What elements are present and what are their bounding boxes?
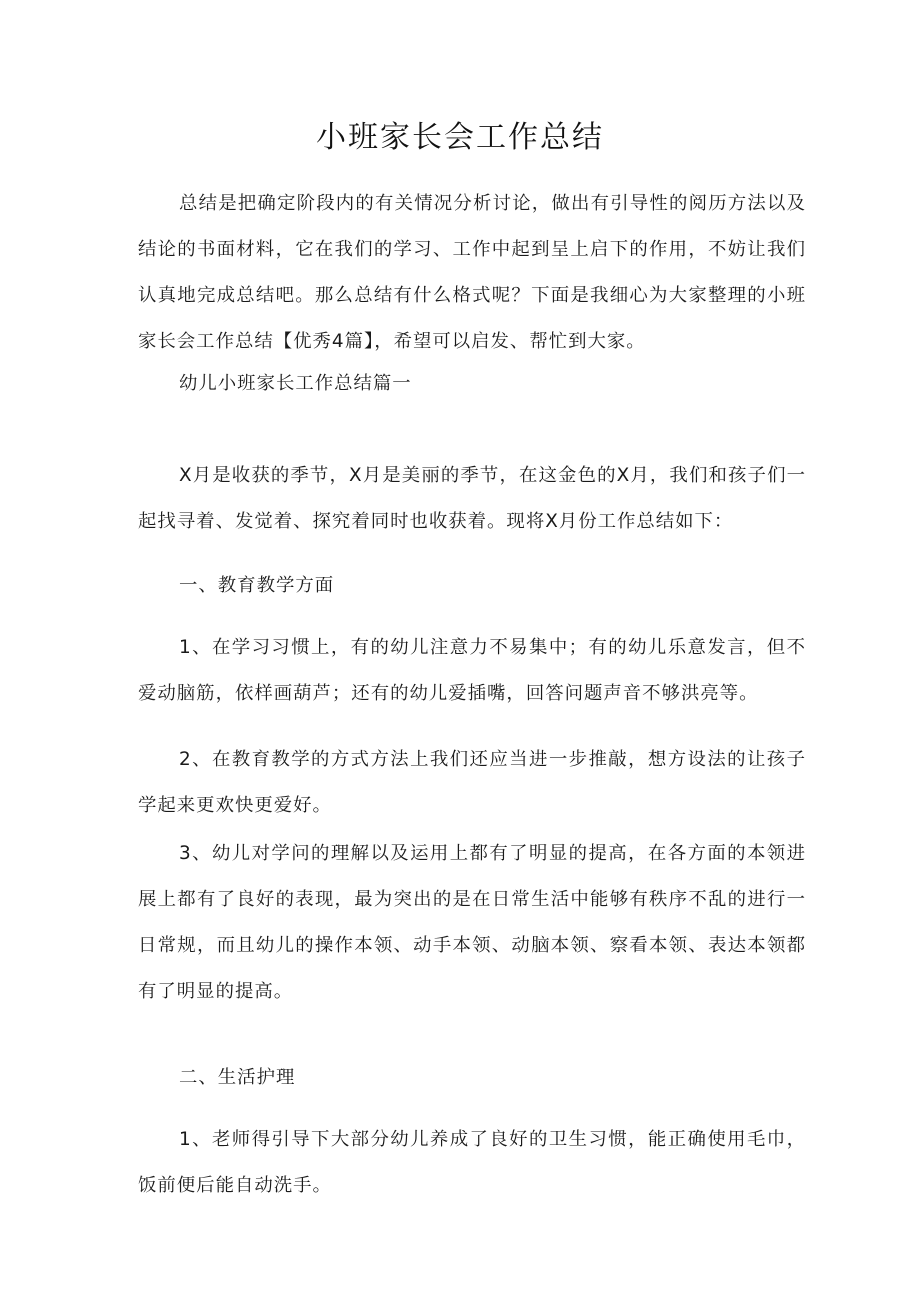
part2-item1: 1、老师得引导下大部分幼儿养成了良好的卫生习惯，能正确使用毛巾，饭前便后能自动洗手。 xyxy=(138,1129,806,1196)
intro-paragraph: 总结是把确定阶段内的有关情况分析讨论，做出有引导性的阅历方法以及结论的书面材料，它在我们的学习、工作中起到呈上启下的作用，不妨让我们认真地完成总结吧。那么总结有什么格式呢？下面是我细心为大家整理的小班家长会工作总结【优秀4篇】，希望可以启发、帮忙到大家。 xyxy=(138,193,806,352)
section-title: 幼儿小班家长工作总结篇一 xyxy=(179,373,412,394)
part1-item1: 1、在学习习惯上，有的幼儿注意力不易集中；有的幼儿乐意发言，但不爱动脑筋，依样画葫芦；还有的幼儿爱插嘴，回答问题声音不够洪亮等。 xyxy=(138,637,806,704)
part1-heading: 一、教育教学方面 xyxy=(179,575,335,596)
part1-item2: 2、在教育教学的方式方法上我们还应当进一步推敲，想方设法的让孩子学起来更欢快更爱好。 xyxy=(138,749,806,816)
document-title: 小班家长会工作总结 xyxy=(316,120,604,155)
opening-paragraph: X月是收获的季节，X月是美丽的季节，在这金色的X月，我们和孩子们一起找寻着、发觉着、探究着同时也收获着。现将X月份工作总结如下： xyxy=(138,465,806,532)
part2-heading: 二、生活护理 xyxy=(179,1067,296,1088)
part1-item3: 3、幼儿对学问的理解以及运用上都有了明显的提高，在各方面的本领进展上都有了良好的表现，最为突出的是在日常生活中能够有秩序不乱的进行一日常规，而且幼儿的操作本领、动手本领、动脑本领、察看本领、表达本领都有了明显的提高。 xyxy=(138,843,806,1002)
